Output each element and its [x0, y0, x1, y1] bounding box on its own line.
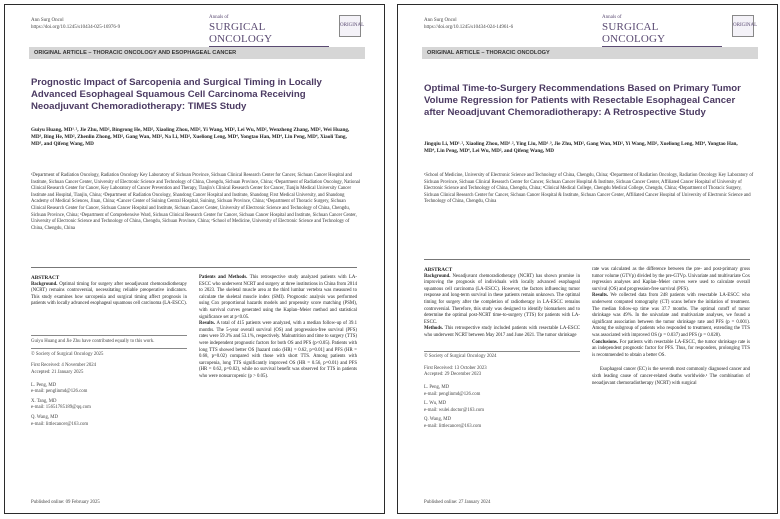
- article-title: Optimal Time-to-Surgery Recommendations Based on Primary Tumor Volume Regression for Patients with Resectable Esophageal Cancer after Neoadjuvant Chemoradiotherapy: A Retrospective Study: [424, 83, 741, 118]
- contact-list: L. Peng, MD e-mail: penglinmd@126.com L. Wu, MD e-mail: wulei.doctor@163.com Q. Wang, MD e-mail: littlecancer@163.com: [424, 384, 484, 429]
- email-link[interactable]: e-mail: penglinmd@126.com: [31, 389, 88, 395]
- article-title: Prognostic Impact of Sarcopenia and Surgical Timing in Locally Advanced Esophageal Squamous Cell Carcinoma Receiving Neoadjuvant Chemoradiotherapy: TIMES Study: [31, 77, 322, 112]
- email-link[interactable]: e-mail: penglinmd@126.com: [424, 391, 481, 397]
- abstract-methods: Methods. This retrospective study included patients with resectable LA-ESCC who underwent NCRT between May 2017 and June 2021. The tumor shrinkage: [424, 326, 580, 338]
- abstract-left-column: [424, 267, 580, 433]
- accepted-date: Accepted: 21 January 2025: [31, 369, 84, 375]
- abstract-heading: ABSTRACT: [424, 267, 453, 273]
- abstract-background: Background. Neoadjuvant chemoradiotherapy (NCRT) has shown promise in improving the prognosis of individuals with locally advanced esophageal squamous cell carcinoma (LA-ESCC). However, the factors influencing tumor response and long-term survival in these patients remain unknown. The optimal timing for surgery after the completion of radiotherapy in LA-ESCC remains controversial. Therefore, this study was designed to identify biomarkers and to determine the optimal post-NCRT time-to-surgery (TTS) for patients with LA-ESCC.: [424, 273, 580, 325]
- published-date: Published online: 27 January 2024: [424, 500, 491, 505]
- journal-logo: Annals of SURGICAL ONCOLOGY: [209, 15, 329, 48]
- doi-link[interactable]: https://doi.org/10.1245/s10434-025-16976-9: [31, 25, 121, 30]
- abstract-left-column: [31, 275, 187, 431]
- journal-badge-icon: ORIGINAL: [732, 15, 754, 37]
- doi-link[interactable]: https://doi.org/10.1245/s10434-024-14961-6: [424, 25, 514, 30]
- running-header: [424, 17, 513, 31]
- journal-logo: Annals of SURGICAL ONCOLOGY: [602, 15, 722, 48]
- abstract-results: Results. We collected data from 248 patients with resectable LA-ESCC who underwent computed tomography (CT) scans before the initiation of treatment. The median follow-up time was 37.7 months. The optimal cutoff of tumor shrinkage was 49%. In the univariate and multivariate analyses, we found a significant association between the tumor shrinkage rate and PFS (p = 0.001). Among the subgroup of patients who responded to treatment, extending the TTS was associated with improved OS (p = 0.037) and PFS (p = 0.028).: [592, 293, 750, 338]
- affiliations: ¹School of Medicine, University of Electronic Science and Technology of China, Chengdu, China; ²Department of Radiation Oncology, Radiation Oncology Key Laboratory of Sichuan Province, Sichuan Clinical Research Center for Cancer, Sichuan Cancer Hospital & Institute, Sichuan Cancer Center, Affiliated Cancer Hospital of University of Electronic Science and Technology of China, Chengdu, China; ³Clinical Medical College, Chengdu Medical College, Chengdu, China; ⁴Department of Thoracic Surgery, Sichuan Clinical Research Center for Cancer, Sichuan Cancer Hospital & Institute, Sichuan Cancer Center, Affiliated Cancer Hospital of University of Electronic Science and Technology of China, Chengdu, China: [424, 173, 754, 205]
- affiliations: ¹Department of Radiation Oncology, Radiation Oncology Key Laboratory of Sichuan Province, Sichuan Clinical Research Center for Cancer, Sichuan Cancer Hospital and Institute, Sichuan Cancer Center, University of Electronic Science and Technology of China, Chengdu, Sichuan Province, China; ²Department of Radiation Oncology, National Clinical Research Center for Cancer, Key Laboratory of Cancer Prevention and Therapy, Tianjin's Clinical Research Center for Cancer, Tianjin Medical University Cancer Institute and Hospital, Tianjin, China; ³Department of Radiation Oncology, Shandong Cancer Hospital and Institute, Shandong First Medical University, and Shandong Academy of Medical Sciences, Jinan, China; ⁴Cancer Center of Suining Central Hospital, Suining, Sichuan Province, China; ⁵Department of Thoracic Surgery, Sichuan Clinical Research Center for Cancer, Sichuan Cancer Hospital and Institute, Sichuan Cancer Center, University of Electronic Science and Technology of China, Chengdu, Sichuan Province, China; ⁶Department of Comprehensive Ward, Sichuan Clinical Research Center for Cancer, Sichuan Cancer Hospital and Institute, Sichuan Cancer Center, University of Electronic Science and Technology of China, Chengdu, Sichuan Province, China; ⁷School of Medicine, University of Electronic Science and Technology of China, Chengdu, China: [31, 173, 361, 231]
- received-date: First Received: 13 October 2023: [424, 365, 487, 371]
- email-link[interactable]: e-mail: littlecancer@163.com: [424, 423, 482, 429]
- abstract-heading: ABSTRACT: [31, 275, 60, 281]
- email-link[interactable]: e-mail: 15651785189@qq.com: [31, 405, 91, 411]
- abstract-methods-cont: rate was calculated as the difference between the pre- and post-primary gross tumor volume (GTVp) divided by the pre-GTVp. Univariate and multivariate Cox regression analyses and Kaplan–Meier curves were used to calculate overall survival (OS) and progression-free survival (PFS).: [592, 267, 750, 292]
- section-bar: ORIGINAL ARTICLE – THORACIC ONCOLOGY AND ESOPHAGEAL CANCER: [29, 47, 365, 59]
- abstract-right-column: [199, 275, 357, 381]
- intro-paragraph: Esophageal cancer (EC) is the seventh most commonly diagnosed cancer and sixth leading cause of cancer-related deaths worldwide.¹ The combination of neoadjuvant chemoradiotherapy (NCRT) with surgical: [592, 367, 750, 386]
- abstract-conclusions: Conclusions. For patients with resectable LA-ESCC, the tumor shrinkage rate is an independent prognostic factor for PFS. Thus, for responders, prolonging TTS is recommended to obtain a better OS.: [592, 339, 751, 358]
- journal-badge-icon: ORIGINAL: [339, 15, 361, 37]
- journal-abbrev: Ann Surg Oncol: [31, 18, 64, 23]
- abstract-results: Results. A total of 415 patients were analyzed, with a median follow-up of 39.1 months. The 5-year overall survival (OS) and progression-free survival (PFS) rates were 59.3% and 53.1%, respectively. Malnutrition and time to surgery (TTS) were independent prognostic factors for both OS and PFS (p<0.05). Patients with long TTS showed better OS [hazard ratio (HR) = 0.62, p=0.01] and PFS (HR = 0.68, p=0.02) compared with those with short TTS. Among patients with sarcopenia, long TTS significantly improved OS (HR = 0.56, p=0.01) and PFS (HR = 0.62, p=0.02), while no survival benefit was observed for TTS in patients who were nonsarcopenic (p > 0.05).: [199, 321, 358, 379]
- copyright: © Society of Surgical Oncology 2025: [31, 351, 104, 357]
- author-list: Guiyu Huang, MD¹˒², Jie Zhu, MD², Bingrong He, MD², Xiaoling Zhou, MD², Yi Wang, MD², Lei Wu, MD², Wenzheng Zhang, MD², Wei Huang, MD³, Bing He, MD², Zhenlin Zhong, MD², Gang Wan, MD², Na Li, MD², Xueliong Leng, MD⁴, Yongtao Han, MD⁴, Lin Peng, MD⁴, Xiaoli Tang, MD⁵, and Qifeng Wang, MD: [31, 127, 350, 148]
- accepted-date: Accepted: 29 December 2023: [424, 372, 482, 378]
- contact-list: L. Peng, MD e-mail: penglinmd@126.com X. Tang, MD e-mail: 15651785189@qq.com Q. Wang, MD e-mail: littlecancer@163.com: [31, 382, 91, 427]
- received-date: First Received: 4 November 2024: [31, 363, 97, 369]
- contribution-note: Guiyu Huang and Jie Zhu have contributed equally to this work.: [31, 338, 155, 344]
- article-page-left: [4, 4, 385, 514]
- abstract-methods: Patients and Methods. This retrospective study analyzed patients with LA-ESCC who underwent NCRT and surgery at three institutions in China from 2014 to 2023. The skeletal muscle area at the third lumbar vertebra was measured to calculate the skeletal muscle index (SMI). Prognostic analysis was performed using Cox proportional hazards models and propensity score matching (PSM), with survival curves generated using the Kaplan–Meier method and statistical significance set at p<0.05.: [199, 275, 357, 320]
- email-link[interactable]: e-mail: wulei.doctor@163.com: [424, 407, 484, 413]
- running-header: [31, 17, 120, 31]
- copyright: © Society of Surgical Oncology 2024: [424, 354, 497, 360]
- email-link[interactable]: e-mail: littlecancer@163.com: [31, 421, 89, 427]
- abstract-right-column: [592, 267, 750, 387]
- published-date: Published online: 09 February 2025: [31, 500, 100, 505]
- author-list: Jingqiu Li, MD¹˒², Xiaoling Zhou, MD¹˒², Ying Liu, MD¹˒³, Jie Zhu, MD², Gang Wan, MD², Yi Wang, MD², Xueliong Leng, MD⁴, Yongtao Han, MD⁴, Lin Peng, MD⁴, Lei Wu, MD², and Qifeng Wang, MD: [424, 141, 738, 155]
- section-bar: ORIGINAL ARTICLE – THORACIC ONCOLOGY: [422, 47, 758, 59]
- journal-abbrev: Ann Surg Oncol: [424, 18, 457, 23]
- abstract-background: Background. Optimal timing for surgery after neoadjuvant chemoradiotherapy (NCRT) remains controversial, necessitating reliable preoperative indicators. This study examines how sarcopenia and surgical timing affect prognosis in patients with locally advanced esophageal squamous cell carcinoma (LA-ESCC).: [31, 281, 188, 307]
- article-page-right: [397, 4, 778, 514]
